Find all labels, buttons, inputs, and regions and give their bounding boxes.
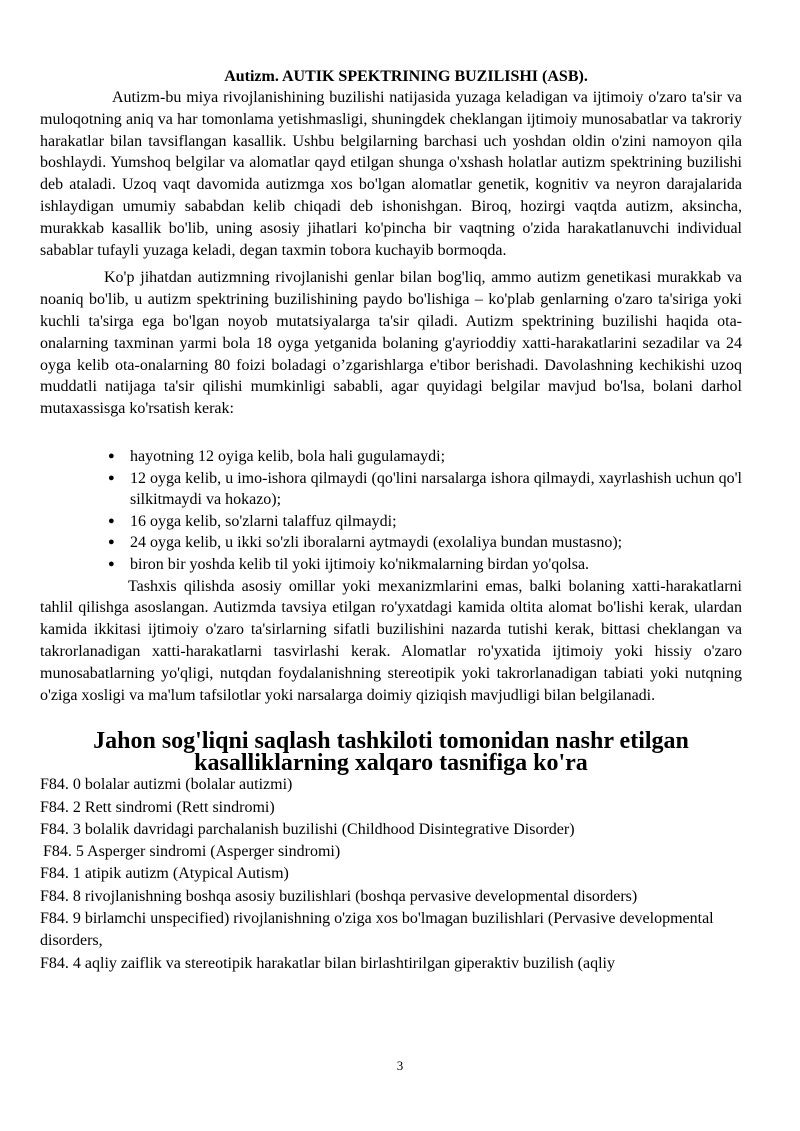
list-item: ● biron bir yoshda kelib til yoki ijtimoiy ko'nikmalarning birdan yo'qolsa. [130, 554, 742, 576]
list-item: F84. 2 Rett sindromi (Rett sindromi) [40, 798, 275, 816]
paragraph-intro: Autizm-bu miya rivojlanishining buzilishi natijasida yuzaga keladigan va ijtimoiy o'zaro ta'sir va muloqotning aniq va har tomonlama yetishmasligi, shuningdek cheklangan ijtimoiy munosabatlar va takroriy harakatlar bilan tavsiflangan kasallik. Ushbu belgilarning barchasi uch yoshdan oldin o'zini namoyon qila boshlaydi. Yumshoq belgilar va alomatlar qayd etilgan shunga o'xshash holatlar autizm spektrining buzilishi deb ataladi. Uzoq vaqt davomida autizmga xos bo'lgan alomatlar genetik, kognitiv va neyron darajalarida ishlaydigan umumiy sababdan kelib chiqadi deb ishonishgan. Biroq, hozirgi vaqtda autizm, aksincha, murakkab kasallik bo'lib, uning asosiy jihatlari ko'pincha bir vaqtning o'zida harakatlanuvchi individual sabablar tufayli yuzaga keladi, degan taxmin tobora kuchayib bormoqda. [40, 89, 742, 259]
warning-signs-list [40, 446, 742, 576]
list-item: ● 24 oyga kelib, u ikki so'zli iboralarni aytmaydi (exolaliya bundan mustasno); [130, 532, 742, 554]
list-item: ● 12 oyga kelib, u imo-ishora qilmaydi (qo'lini narsalarga ishora qilmaydi, xayrlashish uchun qo'l silkitmaydi va hokazo); [130, 468, 742, 511]
classification-list [40, 774, 742, 975]
section-title: Jahon sog'liqni saqlash tashkiloti tomonidan nashr etilgan kasalliklarning xalqaro tasnifiga ko'ra [93, 728, 689, 776]
page-number: 3 [396, 1058, 404, 1073]
paragraph-genetics: Ko'p jihatdan autizmning rivojlanishi genlar bilan bog'liq, ammo autizm genetikasi murakkab va noaniq bo'lib, u autizm spektrining buzilishining paydo bo'lishiga – ko'plab genlarning o'zaro ta'siriga yoki kuchli ta'sirga ega bo'lgan noyob mutatsiyalarga ta'sir qiladi. Autizm spektrining buzilishi haqida ota-onalarning taxminan yarmi bola 18 oyga yetganida bolaning g'ayrioddiy xatti-harakatlarini sezadilar va 24 oyga kelib ota-onalarning 80 foizi boladagi o’zgarishlarga e'tibor berishadi. Davolashning kechikishi uzoq muddatli natijaga ta'sir qilishi mumkinligi sababli, agar quyidagi belgilar mavjud bo'lsa, bolani darhol mutaxassisga ko'rsatish kerak: [40, 269, 742, 418]
list-item: F84. 4 aqliy zaiflik va stereotipik harakatlar bilan birlashtirilgan giperaktiv buzilish (aqliy [40, 954, 615, 972]
list-item: ● 16 oyga kelib, so'zlarni talaffuz qilmaydi; [130, 511, 742, 533]
list-item: F84. 3 bolalik davridagi parchalanish buzilishi (Childhood Disintegrative Disorder) [40, 820, 575, 838]
list-item: F84. 8 rivojlanishning boshqa asosiy buzilishlari (boshqa pervasive developmental disorders) [40, 887, 638, 905]
list-item: F84. 1 atipik autizm (Atypical Autism) [40, 865, 289, 883]
list-item: F84. 9 birlamchi unspecified) rivojlanishning o'ziga xos bo'lmagan buzilishlari (Pervasive developmental disorders, [40, 910, 714, 950]
list-item: F84. 5 Asperger sindromi (Asperger sindromi) [43, 843, 341, 861]
list-item: ● hayotning 12 oyiga kelib, bola hali gugulamaydi; [130, 446, 742, 468]
paragraph-diagnosis: Tashxis qilishda asosiy omillar yoki mexanizmlarini emas, balki bolaning xatti-harakatlarni tahlil qilishga asoslangan. Autizmda tavsiya etilgan ro'yxatdagi kamida oltita alomat bo'lishi kerak, ulardan kamida ikkitasi ijtimoiy o'zaro ta'sirlarning sifatli buzilishini nazarda tutishi kerak, bittasi cheklangan va takrorlanadigan xatti-harakatlarni tasvirlashi kerak. Alomatlar ro'yxatida ijtimoiy yoki hissiy o'zaro munosabatlarning yo'qligi, nutqdan foydalanishning stereotipik yoki takrorlanadigan tabiati yoki nutqning o'ziga xosligi va ma'lum tafsilotlar yoki narsalarga doimiy qiziqish mavjudligi bilan belgilanadi. [40, 577, 742, 704]
document-page [40, 66, 742, 975]
list-item: F84. 0 bolalar autizmi (bolalar autizmi) [40, 776, 293, 794]
document-title: Autizm. AUTIK SPEKTRINING BUZILISHI (ASB). [224, 68, 588, 85]
